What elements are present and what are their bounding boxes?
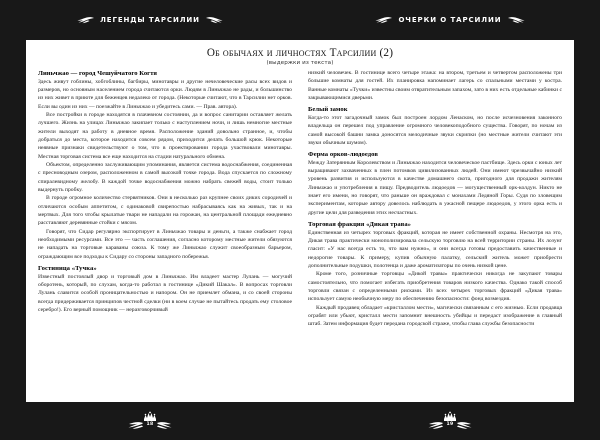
section-heading-linchzhao: Линьчжао — город Чешуйчатого Когтя [38, 70, 158, 77]
column-left [38, 69, 292, 314]
wing-ornament-icon [205, 16, 223, 25]
paragraph: Все постройки в городе находятся в плачевном состоянии, да и вопрос санитарии оставляет желать лучшего. Жизнь на улицах Линьчжао закипает только с наступлением ночи, и лишь немногие местные жители выходят на работу в дневное время. Расположение зданий довольно странное, и, чтобы добраться до места, которое находится совсем рядом, приходится делать большой крюк. Некоторые неявные признаки свидетельствуют о том, что в проектировании города участвовали минотавры. Местная торговая система все еще находится на стадии натурального обмена. [38, 111, 292, 160]
page-footer [0, 402, 600, 440]
running-head-right-label: ОЧЕРКИ О ТАРСИЛИИ [398, 16, 502, 24]
footer-left [0, 402, 300, 440]
crown-ornament-icon [120, 410, 180, 432]
paragraph: Кроме того, розничные торговцы «Дикой травы» практически никогда не закупают товары самостоятельно, что помогает избегать приобретения товаров низкого качества. Однако такой способ торговли связан с определенными рисками. Из всех четырех торговых фракций «Дикая трава» использует самую необычную меру по обеспечению безопасности: фонд возмездия. [308, 271, 562, 303]
paragraph: Единственная из четырех торговых фракций, которая не имеет собственной охраны. Несмотря на это, Дикая трава практически монополизировала сельскую торговлю на всей территории страны. Их лозунг гласит: «У нас всегда есть то, что вам нужно», и они всегда готовы предоставить качественные и недорогие товары. К примеру, купив обычную палатку, сельский житель может приобрести дополнительные подушки, полотенца и даже ароматизаторы по очень низкой цене. [308, 229, 562, 270]
wing-ornament-icon [77, 16, 95, 25]
section-heading-tuchka-inn: Гостиница «Тучка» [38, 265, 97, 273]
page-title: Об обычаях и личностях Тарсилии (2) [206, 47, 394, 59]
paragraph: Каждый продавец обладает «кристаллом мести», магически связанным с его жизнью. Если продавца ограбят или убьют, кристалл мести запомнит внешность убийцы и передаст изображение в главный штаб. Затем информация будет передана городской страже, чтобы глава службы безопасности [308, 304, 562, 328]
crown-ornament-icon [420, 410, 480, 432]
page-sheet [26, 40, 574, 402]
paragraph: В городе огромное количество стервятников. Они в несколько раз крупнее своих диких сородичей и отличаются особым аппетитом, с одинаковой свирепостью набрасываясь как на живых, так и на мертвых. Для того чтобы крылатые твари не нападали на горожан, на центральной площади ежедневно расставляют деревянные стойки с мясом. [38, 195, 292, 227]
section-heading-orc-farm: Ферма орков-людоедов [308, 151, 378, 159]
page-subtitle: (выдержки из текста) [266, 60, 334, 66]
paragraph: Говорят, что Сидар регулярно экспортирует в Линьчжао товары и деньги, а также снабжает город необходимыми ресурсами. Все это — часть соглашения, согласно которому местные жители обязуются не нападать на торговые караваны союза. К тому же Линьчжао служит своеобразным барьером, ограждающим все подходы к Сидару со стороны западного побережья. [38, 228, 292, 260]
paragraph: Между Затерянным Королевством и Линьчжао находится человеческое пастбище. Здесь орки с юных лет выращивают захваченных в плен потомков цивилизованных людей. Они имеют чрезвычайно низкий уровень развития и используются в качестве домашнего скота, пригодного для продажи жителям Линьчжао и употребления в пищу. Предводитель людоедов — могущественный орк-колдун. Никто не знает его имени, но говорят, что раньше он враждовал с монахами Ледяной Горы. Судя по зловещим экспериментам, которые автору довелось наблюдать в ужасной пещере людоедов, у этого орка есть и другие цели для разведения этих несчастных. [308, 159, 562, 216]
paragraph: Известный постоялый двор и торговый дом в Линьчжао. Им владеет мастер Лулань — могучий оборотень, который, по слухам, когда-то работал в гостинице «Дикий Шакал». В вопросах торговли Лулань славится особой проницательностью и напором. Он не приемлет обмана, и со своей стороны всегда придерживается принципов честной сделки (ни в коем случае не пытайтесь продать ему столовое серебро!). Его верный помощник — неразговорчивый [38, 273, 292, 313]
folio-right: 19 [446, 422, 454, 427]
running-heads [0, 0, 600, 40]
running-head-right [300, 0, 600, 40]
wing-ornament-icon [375, 16, 393, 25]
section-heading-white-castle: Белый замок [308, 106, 348, 114]
paragraph: Объектом, определенно заслуживающим упоминания, является система водоснабжения, соединенная с пресноводным озером, расположенном в самой высокой точке города. Вода спускается по сложному спиралевидному желобу. В каждой точке водоснабжения можно набрать свежей воды, стоит только выдернуть пробку. [38, 161, 292, 193]
folio-left: 18 [146, 422, 154, 427]
running-head-left [0, 0, 300, 40]
paragraph: низкий человечек. В гостинице всего четыре этажа: на втором, третьем и четвертом расположены три большие комнаты для гостей. Их планировка напоминает лагерь со спальными местами у костра. Ванные комнаты «Тучки» известны своим отвратительным запахом, зато в них есть отдельные кабинки с закрывающимися дверьми. [308, 70, 562, 102]
footer-right [300, 402, 600, 440]
wing-ornament-icon [507, 16, 525, 25]
paragraph: Когда-то этот загадочный замок был построен лордом Ленаском, но после исчезновения законного владельца он перешел под управление огромного человекоподобного существа. Говорят, по ночам из самой высокой башни замка доносятся мелодичные звуки скрипки (но местные жители считают эти звуки обычным шумом). [308, 114, 562, 146]
running-head-left-label: ЛЕГЕНДЫ ТАРСИЛИИ [100, 16, 200, 24]
section-heading-wild-grass-faction: Торговая фракция «Дикая трава» [308, 221, 412, 229]
title-block [38, 47, 562, 66]
paragraph: Здесь живут гоблины, хобгоблины, багбиры, минотавры и другие нечеловеческие расы всех видов и размеров, но основным населением города считаются орки. Людям в Линьчжао не рады, и большинство из них живет в приюте для беженцев недалеко от города. (Некоторые считают, что в Тарсилии нет орков. Если вы один из них — поезжайте в Линьчжао и убедитесь сами. — Прав. автора). [38, 78, 292, 110]
text-columns [38, 69, 562, 329]
column-right [308, 69, 562, 329]
